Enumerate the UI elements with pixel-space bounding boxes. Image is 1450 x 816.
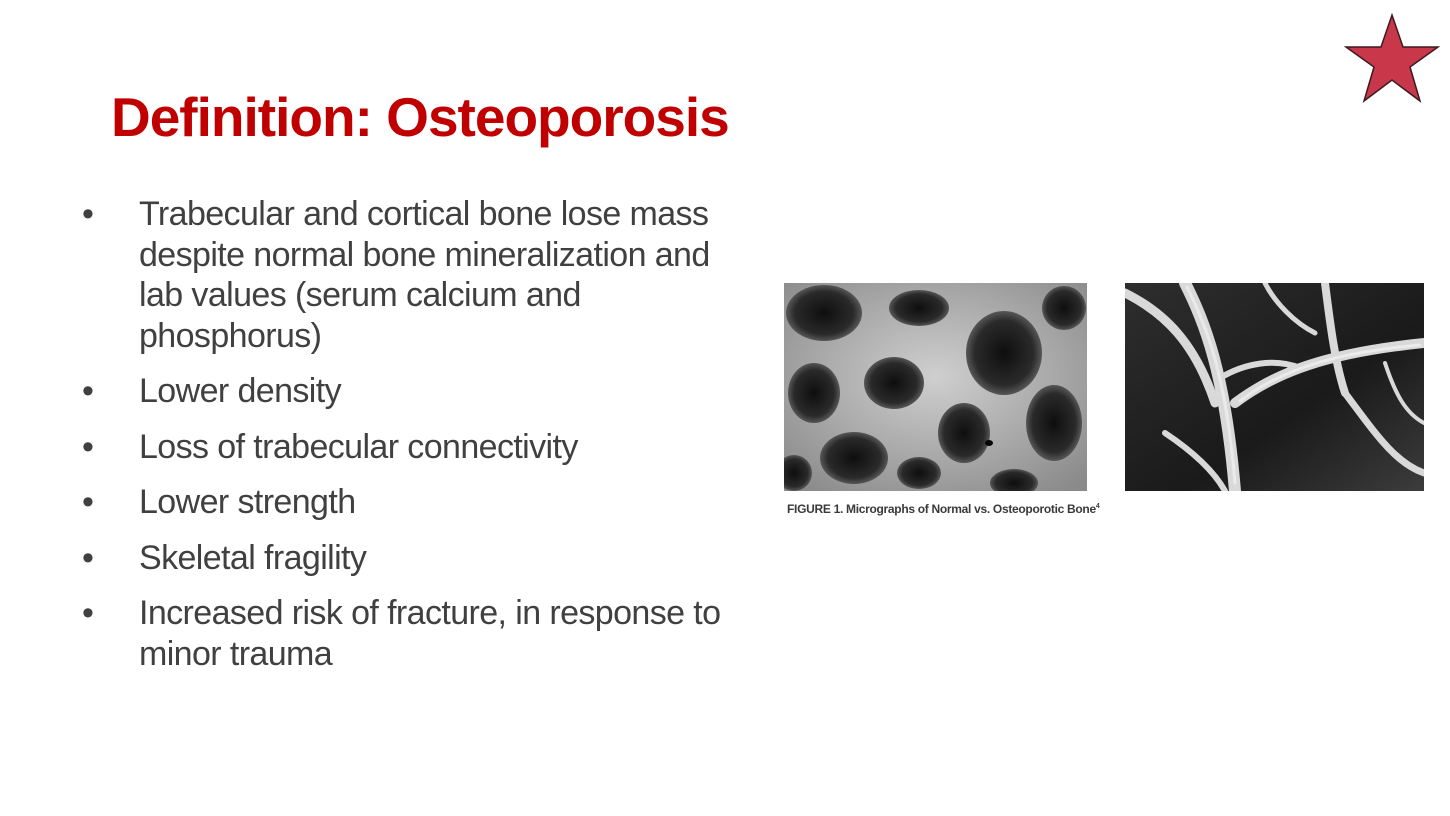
bullet-text: Lower strength — [139, 483, 356, 521]
normal-bone-micrograph — [784, 283, 1087, 491]
list-item — [82, 427, 722, 468]
bullet-marker: • — [82, 594, 94, 632]
star-icon — [1344, 12, 1440, 104]
osteoporotic-bone-micrograph — [1125, 283, 1424, 491]
bullet-marker: • — [82, 483, 94, 521]
bullet-marker: • — [82, 427, 94, 466]
bullet-text: Increased risk of fracture, in response to minor trauma — [139, 594, 721, 673]
bullet-marker: • — [82, 372, 94, 410]
page-title: Definition: Osteoporosis — [111, 86, 729, 148]
list-item — [82, 482, 722, 523]
bullet-list — [82, 194, 722, 689]
list-item — [82, 538, 722, 579]
bullet-text: Trabecular and cortical bone lose mass despite normal bone mineralization and lab values (serum calcium and phosphorus) — [139, 195, 710, 355]
caption-reference: 4 — [1095, 503, 1100, 510]
list-item — [82, 371, 722, 412]
bullet-text: Loss of trabecular connectivity — [139, 427, 578, 466]
bullet-text: Lower density — [139, 372, 341, 410]
list-item — [82, 194, 722, 356]
bullet-marker: • — [82, 195, 94, 233]
caption-text: FIGURE 1. Micrographs of Normal vs. Osteoporotic Bone — [787, 502, 1096, 516]
bullet-marker: • — [82, 538, 94, 577]
figure-caption — [787, 501, 1099, 517]
list-item — [82, 593, 722, 674]
bullet-text: Skeletal fragility — [139, 538, 367, 577]
